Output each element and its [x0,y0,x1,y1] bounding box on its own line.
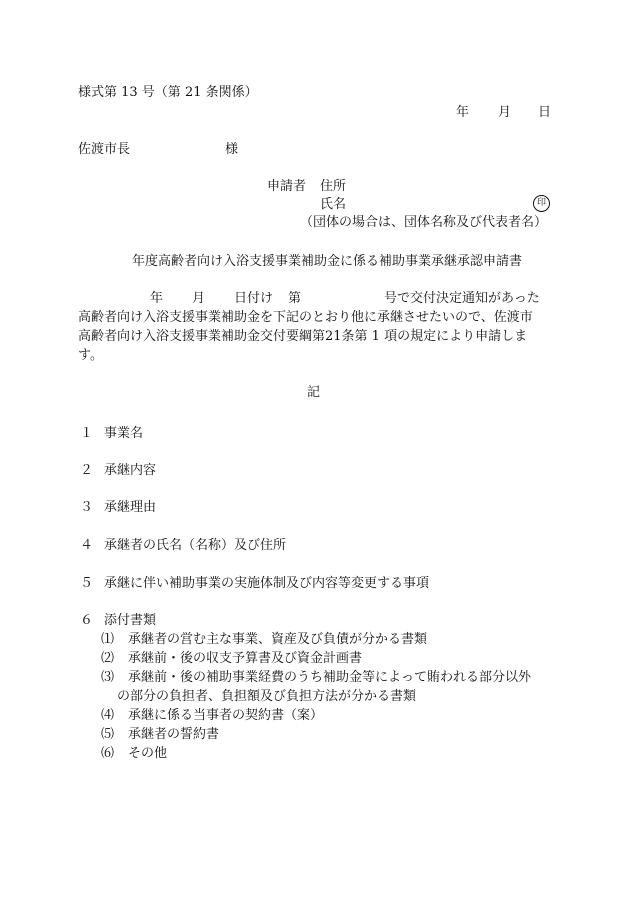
attachment-number: ⑸ [101,727,115,742]
item-number: ４ [80,538,94,553]
attachment-number: ⑷ [101,708,115,723]
attachment-label: 承継者の営む主な事業、資産及び負債が分かる書類 [128,632,428,647]
item-number: ３ [80,500,94,515]
date-year-label: 年 [456,105,470,120]
item-label: 添付書類 [104,613,157,628]
attachment-number: ⑶ [101,670,115,685]
body-month: 月 [192,291,206,306]
body-line3: 高齢者向け入浴支援事業補助金交付要綱第21条第 1 項の規定により申請しま [78,329,528,344]
body-line1-rest: 号で交付決定通知があった [384,291,540,306]
attachment-label-continued: の部分の負担者、負担額及び負担方法が分かる書類 [117,689,417,704]
form-number: 様式第 13 号（第 21 条関係） [78,85,258,100]
body-year: 年 [150,291,164,306]
applicant-label: 申請者 [267,179,307,194]
date-day-label: 日 [538,105,552,120]
attachment-label: その他 [128,746,168,761]
attachment-label: 承継前・後の補助事業経費のうち補助金等によって賄われる部分以外 [128,670,532,685]
date-month-label: 月 [498,105,512,120]
item-label: 承継内容 [104,463,157,478]
item-label: 承継者の氏名（名称）及び住所 [104,538,287,553]
attachment-number: ⑹ [101,746,115,761]
applicant-name-label: 氏名 [320,197,347,212]
item-number: ６ [80,613,94,628]
attachment-number: ⑴ [101,632,115,647]
item-number: ２ [80,463,94,478]
item-label: 承継に伴い補助事業の実施体制及び内容等変更する事項 [104,576,430,591]
addressee-honorific: 様 [225,142,239,157]
item-number: １ [80,426,94,441]
body-day: 日付け [234,291,274,306]
attachment-label: 承継前・後の収支予算書及び資金計画書 [128,651,363,666]
item-label: 承継理由 [104,500,157,515]
seal-mark: 印 [533,195,550,212]
body-line4: す。 [78,348,103,363]
ki-heading: 記 [307,385,321,400]
item-label: 事業名 [104,426,144,441]
applicant-address-label: 住所 [320,179,347,194]
applicant-note: （団体の場合は、団体名称及び代表者名） [300,215,548,230]
attachment-label: 承継者の誓約書 [128,727,220,742]
item-number: ５ [80,576,94,591]
body-number-prefix: 第 [288,291,302,306]
attachment-number: ⑵ [101,651,115,666]
addressee-name: 佐渡市長 [78,142,131,157]
attachment-label: 承継に係る当事者の契約書（案） [128,708,324,723]
document-title: 年度高齢者向け入浴支援事業補助金に係る補助事業承継承認申請書 [132,254,523,269]
body-line2: 高齢者向け入浴支援事業補助金を下記のとおり他に承継させたいので、佐渡市 [78,310,533,325]
